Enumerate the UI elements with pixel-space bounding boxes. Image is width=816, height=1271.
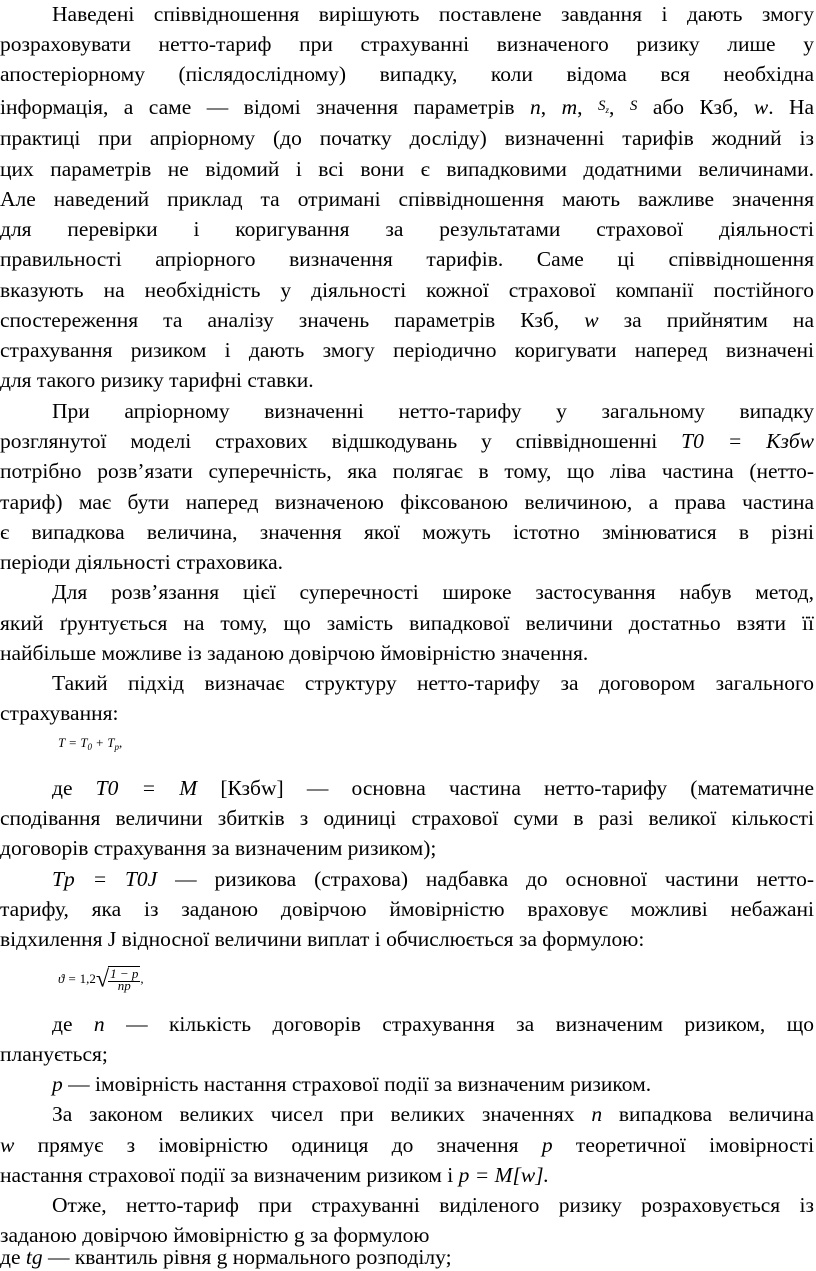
text-line: договорів страхування за визначеним ризиком); [0,836,437,860]
text-line: страхування: [0,701,119,725]
text-line: найбільше можливе із заданою довірчою ймовірністю значення. [0,641,589,665]
text-fragment: інформація, а саме — відомі значення параметрів [0,95,515,119]
text-line: Отже, нетто-тариф при страхуванні виділеного ризику розраховується із [52,1193,814,1217]
text-line: сподівання величини збитків з одиниці страхової суми в разі великої кількості [0,806,814,830]
text-line: інформація, а саме — відомі значення параметрів n, m, $S_z$, S або Кзб, w. На [0,92,814,124]
text-line: При апріорному визначенні нетто-тарифу у загальному випадку [52,399,814,423]
text-line: який ґрунтується на тому, що замість випадкової величини достатньо взяти її [0,611,814,635]
text-line: апостеріорному (післядослідному) випадку, коли відома вся необхідна [0,62,814,86]
text-line: p — імовірність настання страхової події за визначеним ризиком. [52,1072,652,1096]
formula-theta: ϑ = 1,2√1 − p np , [58,966,144,993]
param-m: m [561,95,578,119]
text-line: для перевірки і коригування за результатами страхової діяльності [0,217,814,241]
text-line: цих параметрів не відомий і всі вони є випадковими додатними величинами. [0,157,814,181]
text-line: w прямує з імовірністю одиниця до значення p теоретичної імовірності [0,1133,815,1157]
text-line: де tg — квантиль рівня g нормального розподілу; [0,1245,452,1269]
text-line: Але наведений приклад та отримані співвідношення мають важливе значення [0,187,814,211]
text-line: тарифу, яка із заданою довірчою ймовірністю враховує можливі небажані [0,897,814,921]
text-line: є випадкова величина, значення якої можуть істотно змінюватися в різні [0,520,814,544]
text-line: вказують на необхідність у діяльності кожної страхової компанії постійного [0,278,814,302]
text-line: для такого ризику тарифні ставки. [0,368,314,392]
text-line: тариф) має бути наперед визначеною фіксованою величиною, а права частина [0,490,814,514]
param-w: w [753,95,769,119]
text-line: де T0 = M [Кзбw] — основна частина нетто-тарифу (математичне [52,776,815,800]
formula-t-structure: $T = T_0 + T_p$, [58,735,123,752]
text-line: Такий підхід визначає структуру нетто-тарифу за договором загального [52,671,814,695]
param-s-z-symbol: $S_z$ [597,98,609,115]
text-line: правильності апріорного визначення тарифів. Саме ці співвідношення [0,247,814,271]
param-s-symbol: S [629,98,638,114]
text-line: Tp = T0J — ризикова (страхова) надбавка до основної частини нетто- [52,867,815,891]
text-line: спостереження та аналізу значень параметрів Кзб, w за прийнятим на [0,308,814,332]
text-line: потрібно розв’язати суперечність, яка полягає в тому, що ліва частина (нетто- [0,459,814,483]
text-line: За законом великих чисел при великих значеннях n випадкова величина [52,1102,814,1126]
text-line: Для розв’язання цієї суперечності широке застосування набув метод, [52,580,814,604]
text-line: розраховувати нетто-тариф при страхуванні визначеного ризику лише у [0,32,814,56]
param-n: n [530,95,541,119]
text-line: заданою довірчою ймовірністю g за формулою [0,1223,430,1247]
text-line: де n — кількість договорів страхування за визначеним ризиком, що [52,1012,815,1036]
text-line: планується; [0,1042,108,1066]
text-line: практиці при апріорному (до початку досліду) визначенні тарифів жодний із [0,126,814,150]
text-line: Наведені співвідношення вирішують поставлене завдання і дають змогу [52,2,814,26]
text-line: страхування ризиком і дають змогу періодично коригувати наперед визначені [0,338,814,362]
text-line: розглянутої моделі страхових відшкодувань у співвідношенні T0 = Кзбw [0,429,815,453]
text-line: настання страхової події за визначеним ризиком і p = M[w]. [0,1163,549,1187]
text-line: періоди діяльності страховика. [0,550,284,574]
text-line: відхилення J відносної величини виплат і обчислюється за формулою: [0,927,645,951]
